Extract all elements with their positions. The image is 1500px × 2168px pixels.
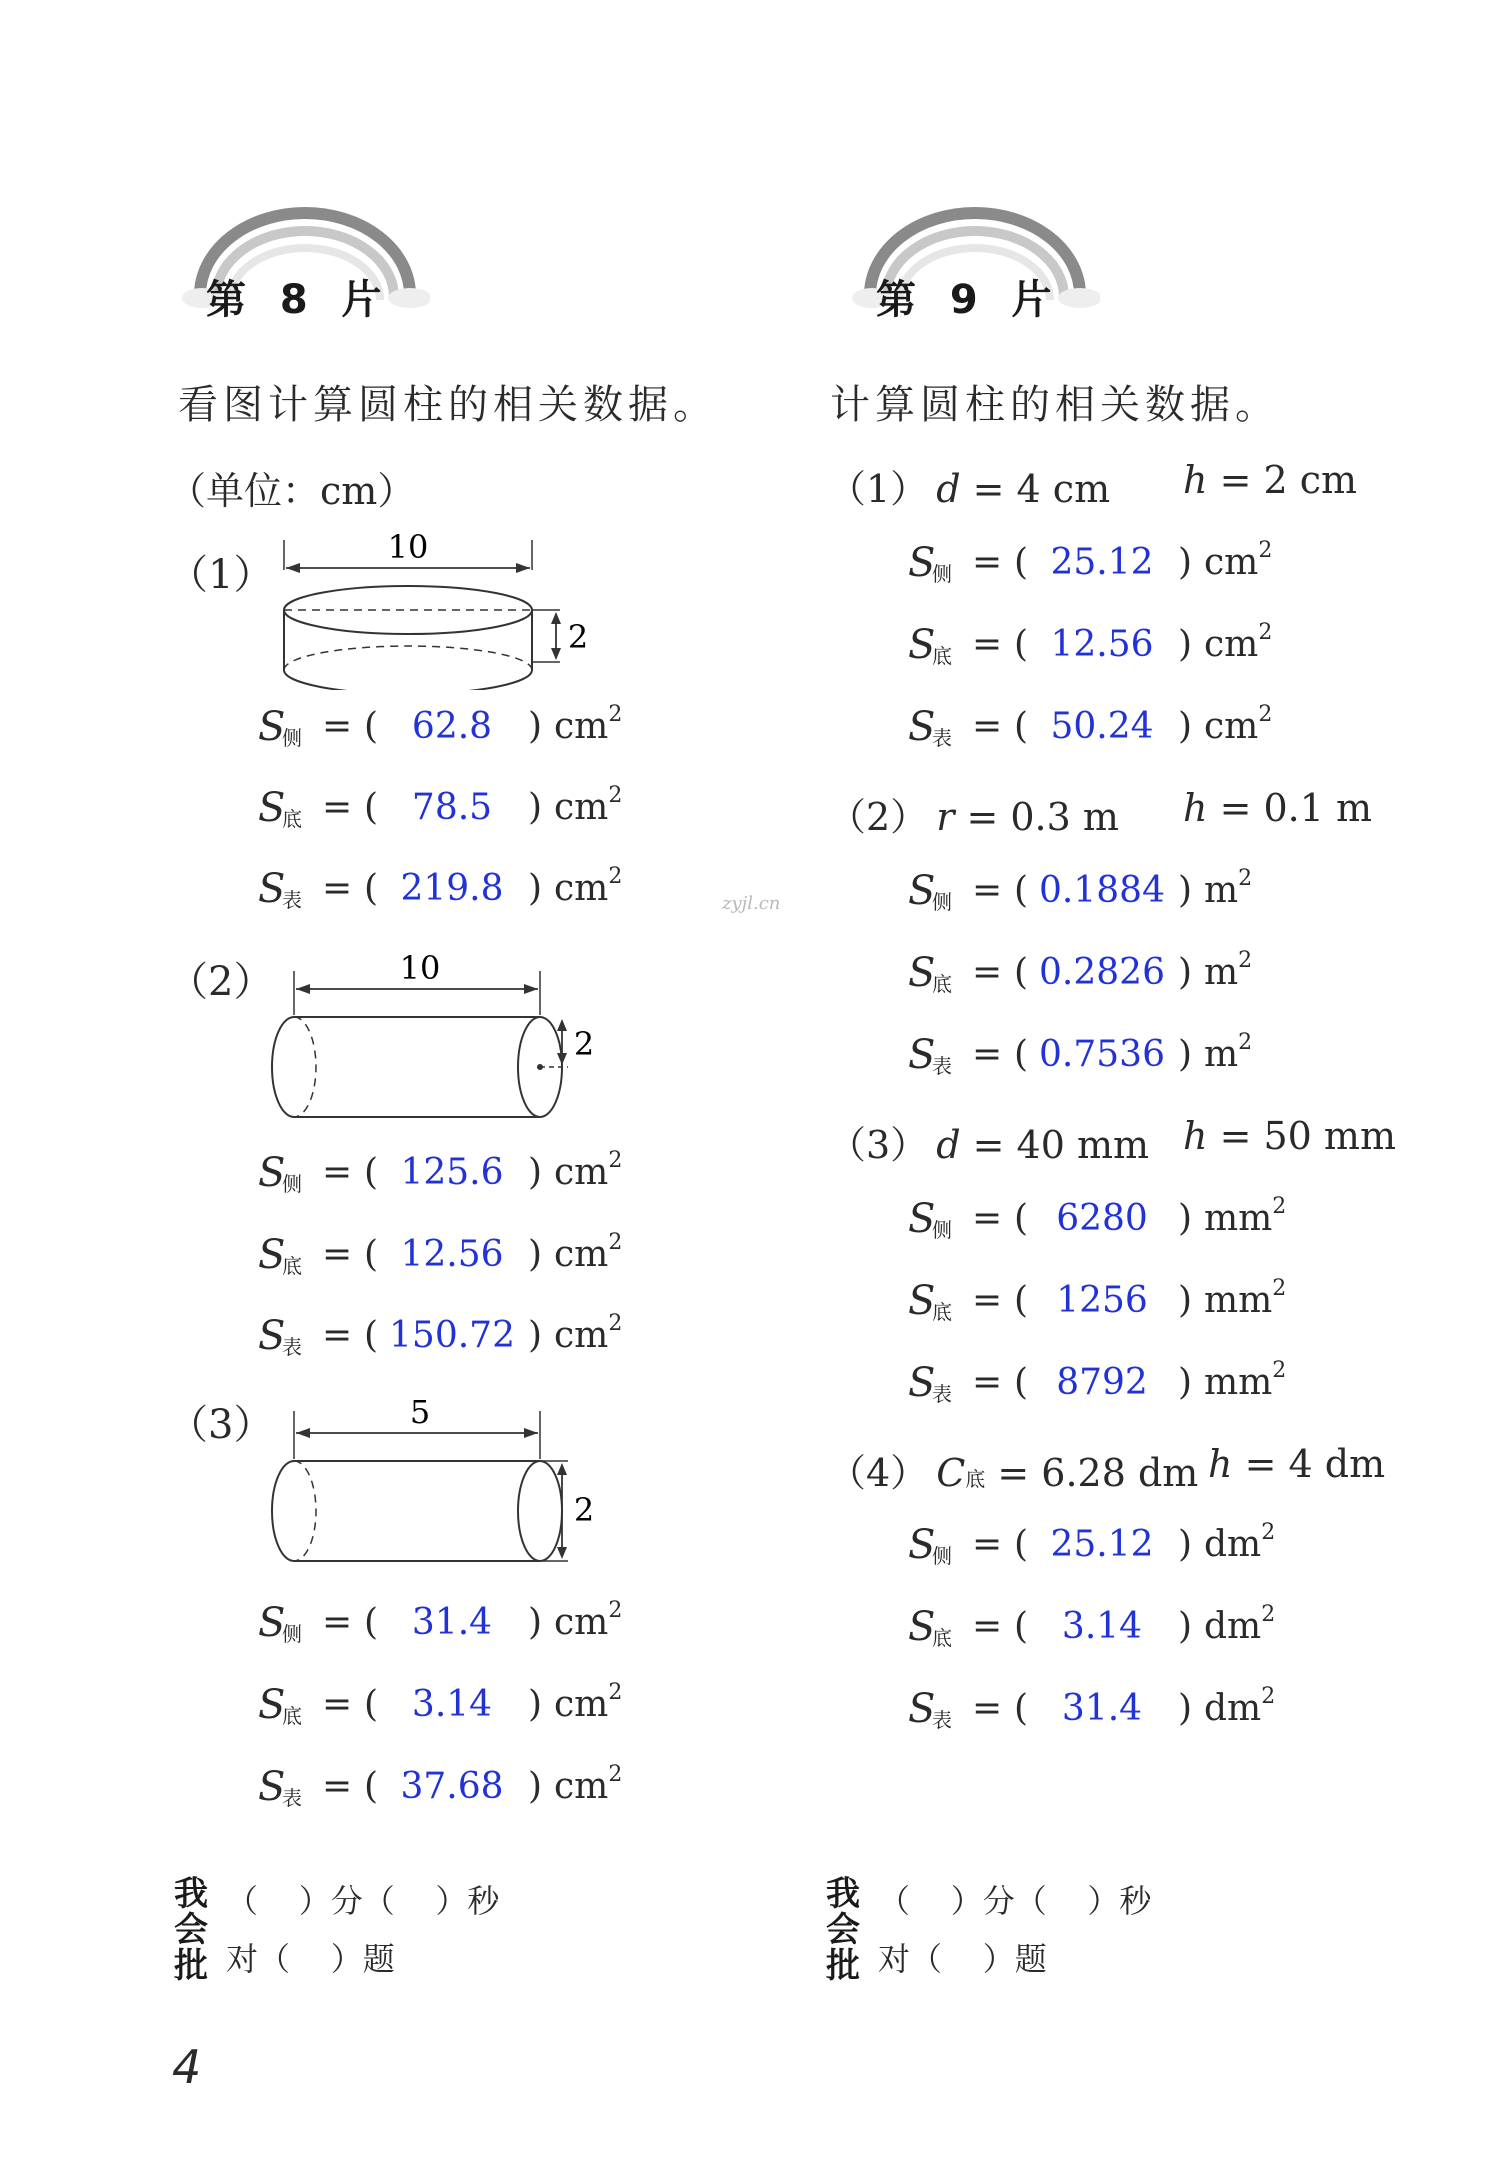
given-values-h: h = 2 cm <box>1183 458 1358 502</box>
answer-value: 1256 <box>1056 1280 1148 1321</box>
self-check-footer <box>826 1876 1186 1996</box>
width-label: 10 <box>387 528 429 566</box>
answer-value: 25.12 <box>1050 542 1154 583</box>
answer-value: 50.24 <box>1050 706 1154 747</box>
self-check-footer <box>174 1876 534 1996</box>
problem-label: （2） <box>168 959 274 1005</box>
cylinder-diagram-horizontal <box>268 945 618 1125</box>
width-label: 5 <box>409 1393 431 1431</box>
answer-value: 8792 <box>1056 1362 1148 1403</box>
given-values: （2） r = 0.3 m <box>828 795 1119 839</box>
given-values-h: h = 0.1 m <box>1183 786 1373 830</box>
answer-value: 3.14 <box>411 1684 493 1725</box>
section-title: 第 8 片 <box>206 277 384 323</box>
answer-value: 37.68 <box>400 1766 504 1807</box>
width-label: 10 <box>399 949 441 987</box>
height-label: 2 <box>567 618 589 656</box>
unit-note: （单位：cm） <box>168 469 416 513</box>
answer-value: 12.56 <box>1050 624 1154 665</box>
instruction-text: 看图计算圆柱的相关数据。 <box>178 382 718 428</box>
given-values-h: h = 50 mm <box>1183 1114 1396 1158</box>
answer-value: 31.4 <box>1061 1688 1143 1729</box>
given-values-h: h = 4 dm <box>1208 1442 1386 1486</box>
footer-vertical-label: 我 会 批 <box>826 1874 860 1986</box>
answer-value: 125.6 <box>400 1152 504 1193</box>
given-values: （1） d = 4 cm <box>828 467 1111 511</box>
page-number: 4 <box>172 2040 202 2094</box>
answer-value: 3.14 <box>1061 1606 1143 1647</box>
height-label: 2 <box>573 1025 595 1063</box>
height-label: 2 <box>573 1491 595 1529</box>
instruction-text: 计算圆柱的相关数据。 <box>830 382 1280 428</box>
cylinder-diagram-horizontal <box>268 1385 618 1570</box>
time-blank: （ ）分（ ）秒 <box>226 1882 500 1920</box>
time-blank: （ ）分（ ）秒 <box>878 1882 1152 1920</box>
cylinder-diagram-flat <box>270 520 590 690</box>
answer-value: 150.72 <box>389 1315 515 1356</box>
answer-value: 78.5 <box>411 787 493 828</box>
footer-vertical-label: 我 会 批 <box>174 1874 208 1986</box>
correct-count-blank: 对（ ）题 <box>878 1940 1047 1978</box>
problem-label: （1） <box>168 552 274 598</box>
answer-value: 0.7536 <box>1039 1034 1165 1075</box>
answer-value: 31.4 <box>411 1602 493 1643</box>
section-title: 第 9 片 <box>876 277 1054 323</box>
left-section-header <box>180 200 480 350</box>
answer-value: 62.8 <box>411 706 493 747</box>
answer-value: 12.56 <box>400 1234 504 1275</box>
given-values: （4） C底 = 6.28 dm <box>828 1451 1199 1495</box>
answer-value: 6280 <box>1056 1198 1148 1239</box>
answer-value: 219.8 <box>400 868 504 909</box>
problem-label: （3） <box>168 1402 274 1448</box>
watermark: zyjl.cn <box>722 893 781 914</box>
given-values: （3） d = 40 mm <box>828 1123 1150 1167</box>
answer-value: 25.12 <box>1050 1524 1154 1565</box>
right-section-header <box>850 200 1150 350</box>
answer-value: 0.2826 <box>1039 952 1165 993</box>
answer-value: 0.1884 <box>1039 870 1165 911</box>
correct-count-blank: 对（ ）题 <box>226 1940 395 1978</box>
